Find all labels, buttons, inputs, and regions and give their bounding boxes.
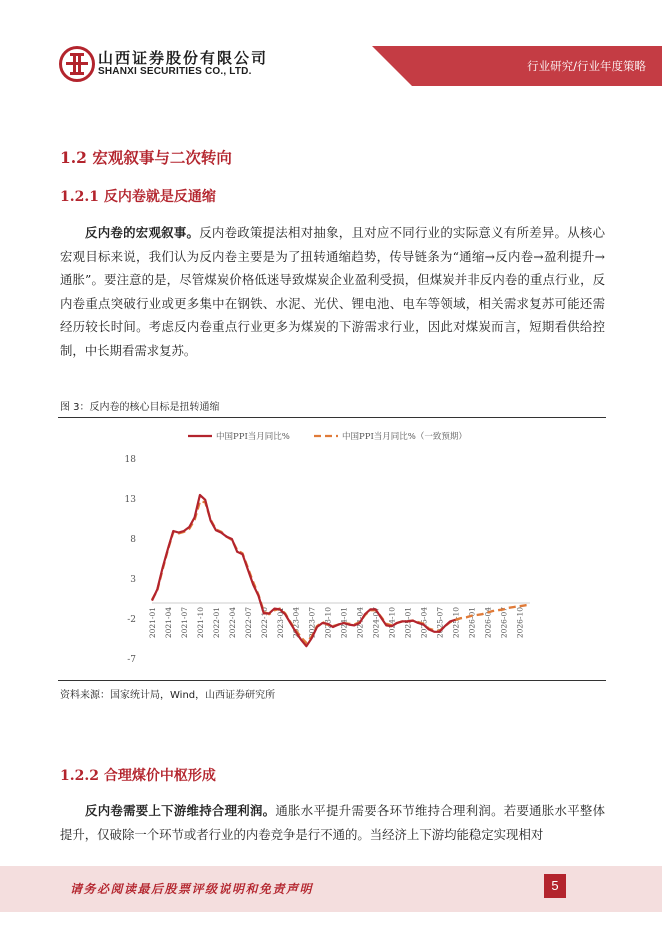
paragraph-2-lead: 反内卷需要上下游维持合理利润。 [85,803,276,818]
page-header [0,0,662,100]
x-tick-label: 2023-10 [323,607,333,639]
subsection-title-1: 1.2.1 反内卷就是反通缩 [60,189,216,205]
x-tick-label: 2025-07 [435,607,445,639]
y-tick-label: -7 [127,655,136,665]
y-tick-label: 13 [124,495,136,505]
x-tick-label: 2024-10 [387,607,397,639]
x-tick-label: 2026-10 [515,607,525,639]
section-title: 1.2 宏观叙事与二次转向 [60,148,232,167]
paragraph-2-body: 通胀水平提升需要各环节维持合理利润。若要通胀水平整体提升，仅破除一个环节或者行业的内卷竞争是行不通的。当经济上下游均能稳定实现相对 [60,803,606,842]
page-number: 5 [544,874,566,898]
x-tick-label: 2024-07 [371,607,381,639]
x-tick-label: 2022-04 [227,607,237,639]
paragraph-1 [60,221,605,363]
paragraph-2 [60,799,605,846]
x-tick-label: 2026-07 [499,607,509,639]
x-tick-label: 2026-04 [483,607,493,639]
x-tick-label: 2022-01 [211,607,221,639]
legend-label-forecast: 中国PPI当月同比%（一致预期） [342,432,467,442]
figure-top-rule [58,417,606,418]
x-tick-label: 2021-10 [195,607,205,639]
x-tick-label: 2026-01 [467,607,477,639]
x-tick-label: 2023-04 [291,607,301,639]
y-tick-label: -2 [127,615,136,625]
x-tick-label: 2025-04 [419,607,429,639]
page-footer [0,866,662,912]
paragraph-1-body: 反内卷政策提法相对抽象，且对应不同行业的实际意义有所差异。从核心宏观目标来说，我们认为反内卷主要是为了扭转通缩趋势，传导链条为“通缩→反内卷→盈利提升→通胀”。要注意的是，尽管煤炭价格低迷导致煤炭企业盈利受损，但煤炭并非反内卷的重点行业，反内卷重点突破行业或更多集中在钢铁、水泥、光伏、锂电池、电车等领域，相关需求复苏可能还需经历较长时间。考虑反内卷重点行业更多为煤炭的下游需求行业，因此对煤炭而言，短期看供给控制，中长期看需求复苏。 [60,225,606,358]
x-tick-label: 2023-01 [275,607,285,639]
report-type-label: 行业研究/行业年度策略 [527,59,646,73]
x-tick-label: 2025-01 [403,607,413,639]
ppi-line-chart [58,419,606,679]
company-name-cn: 山西证券股份有限公司 [98,49,269,67]
company-name-en: SHANXI SECURITIES CO., LTD. [98,66,252,77]
paragraph-1-lead: 反内卷的宏观叙事。 [85,225,200,240]
x-tick-label: 2021-04 [163,607,173,639]
x-tick-label: 2023-07 [307,607,317,639]
x-tick-label: 2021-07 [179,607,189,639]
y-tick-label: 18 [124,455,136,465]
y-tick-label: 3 [130,575,136,585]
x-tick-label: 2022-10 [259,607,269,639]
legend-label-actual: 中国PPI当月同比% [216,432,290,442]
x-tick-label: 2024-04 [355,607,365,639]
figure-title: 图 3：反内卷的核心目标是扭转通缩 [60,402,220,413]
x-tick-label: 2024-01 [339,607,349,639]
figure-source: 资料来源：国家统计局，Wind，山西证券研究所 [60,690,276,701]
subsection-title-2: 1.2.2 合理煤价中枢形成 [60,768,216,784]
figure-bottom-rule [58,680,606,681]
y-tick-label: 8 [130,535,136,545]
company-logo-icon [58,46,96,82]
x-tick-label: 2022-07 [243,607,253,639]
disclaimer-link[interactable]: 请务必阅读最后股票评级说明和免责声明 [70,882,314,896]
x-tick-label: 2025-10 [451,607,461,639]
x-tick-label: 2021-01 [148,607,157,639]
